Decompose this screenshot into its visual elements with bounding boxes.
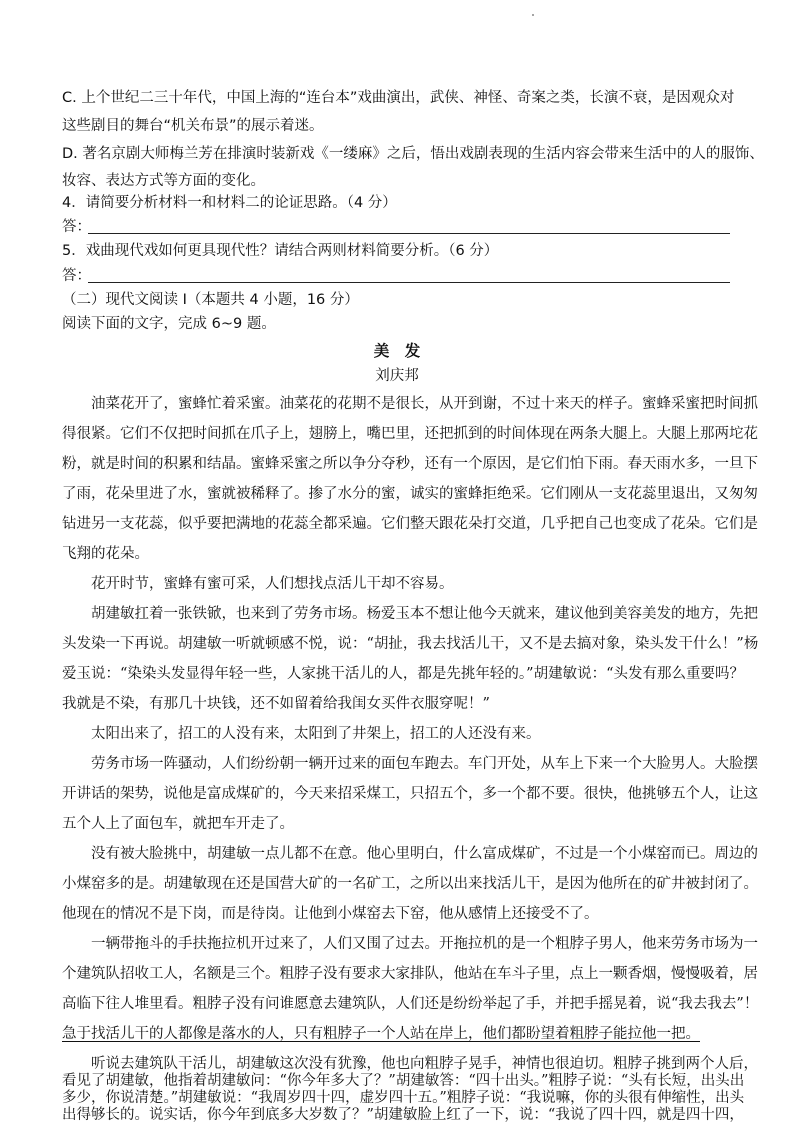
paragraph-line: 钻进另一支花蕊，似乎要把满地的花蕊全都采遍。它们整天跟花朵打交道，几乎把自己也变成了花朵。它们是 [62,516,758,532]
paragraph-line: 飞翔的花朵。 [62,546,149,562]
paragraph-line: 看见了胡建敏，他指着胡建敏问：“你今年多大了？”胡建敏答：“四十出头。”粗脖子说：“头有长短，出头出 [62,1073,745,1089]
paragraph-line: 花开时节，蜜蜂有蜜可采，人们想找点活儿干却不容易。 [62,576,454,592]
question-5: 5．戏曲现代戏如何更具现代性？请结合两则材料简要分析。（6 分） [62,243,499,259]
question-5-answer-label: 答： [62,268,91,284]
article-title: 美 发 [373,341,421,360]
page-mark [532,14,534,16]
paragraph-line: 一辆带拖斗的手扶拖拉机开过来了，人们又围了过去。开拖拉机的是一个粗脖子男人，他来劳务市场为一 [62,936,758,952]
paragraph-line: 他现在的情况不是下岗，而是待岗。让他到小煤窑去下窑，他从感情上还接受不了。 [62,906,599,922]
paragraph-line: 得很紧。它们不仅把时间抓在爪子上，翅膀上，嘴巴里，还把抓到的时间体现在两条大腿上。大腿上那两坨花 [62,426,758,442]
underlined-sentence: 急于找活儿干的人都像是落水的人，只有粗脖子一个人站在岸上，他们都盼望着粗脖子能拉他一把。 [62,1026,700,1042]
article-paragraph-3 [62,604,759,724]
paragraph-line: 我就是不染，有那几十块钱，还不如留着给我闺女买件衣服穿呢！” [62,696,490,712]
section-instruction: 阅读下面的文字，完成 6~9 题。 [62,316,276,332]
paragraph-line: 没有被大脸挑中，胡建敏一点儿都不在意。他心里明白，什么富成煤矿，不过是一个小煤窑而已。周边的 [62,846,758,862]
paragraph-line: 粉，就是时间的积累和结晶。蜜蜂采蜜之所以争分夺秒，还有一个原因，是它们怕下雨。春天雨水多，一旦下 [62,456,758,472]
paragraph-line: 开讲话的架势，说他是富成煤矿的，今天来招采煤工，只招五个，多一个都不要。很快，他挑够五个人，让这 [62,786,758,802]
option-d-line-2: 妆容、表达方式等方面的变化。 [62,173,265,189]
section-heading: （二）现代文阅读 I（本题共 4 小题，16 分） [62,292,359,308]
question-5-answer-line[interactable] [88,282,730,283]
article-author: 刘庆邦 [375,368,419,384]
paragraph-line: 个建筑队招收工人，名额是三个。粗脖子没有要求大家排队，他站在车斗子里，点上一颗香烟，慢慢吸着，居 [62,966,758,982]
article-paragraph-1 [62,394,758,574]
paragraph-line: 多少，你说清楚。”胡建敏说：“我周岁四十四，虚岁四十五。”粗脖子说：“我说嘛，你的头很有伸缩性，出头 [62,1090,745,1106]
article-paragraph-6 [62,844,758,934]
paragraph-line: 小煤窑多的是。胡建敏现在还是国营大矿的一名矿工，之所以出来找活儿干，是因为他所在的矿井被封闭了。 [62,876,758,892]
option-d-line-1: D. 著名京剧大师梅兰芳在排演时装新戏《一缕麻》之后，悟出戏剧表现的生活内容会带来生活中的人的服饰、 [62,146,764,162]
paragraph-line: 五个人上了面包车，就把车开走了。 [62,816,294,832]
article-paragraph-5 [62,754,758,844]
question-4-answer-line[interactable] [88,233,730,234]
paragraph-line: 太阳出来了，招工的人没有来，太阳到了井架上，招工的人还没有来。 [62,726,541,742]
paragraph-line: 出得够长的。说实话，你今年到底多大岁数了？”胡建敏脸上红了一下，说：“我说了四十四，就是四十四， [62,1107,744,1123]
paragraph-line: 爱玉说：“染染头发显得年轻一些，人家挑干活儿的人，都是先挑年轻的。”胡建敏说：“头发有那么重要吗？ [62,666,744,682]
paragraph-line: 劳务市场一阵骚动，人们纷纷朝一辆开过来的面包车跑去。车门开处，从车上下来一个大脸男人。大脸摆 [62,756,758,772]
article-paragraph-7 [62,934,759,1054]
option-c-line-2: 这些剧目的舞台“机关布景”的展示着迷。 [62,118,324,134]
option-c-line-1: C. 上个世纪二三十年代，中国上海的“连台本”戏曲演出，武侠、神怪、奇案之类，长演不衰，是因观众对 [62,90,735,106]
question-4: 4．请简要分析材料一和材料二的论证思路。（4 分） [62,195,397,211]
paragraph-line: 头发染一下再说。胡建敏一听就顿感不悦，说：“胡扯，我去找活儿干，又不是去搞对象，染头发干什么！”杨 [62,636,759,652]
question-4-answer-label: 答： [62,219,91,235]
article-paragraph-2 [62,574,732,604]
paragraph-line: 了雨，花朵里进了水，蜜就被稀释了。掺了水分的蜜，诚实的蜜蜂拒绝采。它们刚从一支花蕊里退出，又匆匆 [62,486,758,502]
article-paragraph-4 [62,724,732,754]
paragraph-line: 听说去建筑队干活儿，胡建敏这次没有犹豫，他也向粗脖子晃手，神情也很迫切。粗脖子挑到两个人后， [62,1056,758,1072]
paragraph-line: 胡建敏扛着一张铁锨，也来到了劳务市场。杨爱玉本不想让他今天就来，建议他到美容美发的地方，先把 [62,606,758,622]
paragraph-line: 高临下往人堆里看。粗脖子没有问谁愿意去建筑队，人们还是纷纷举起了手，并把手摇晃着，说“我去我去”！ [62,996,759,1012]
paragraph-line: 油菜花开了，蜜蜂忙着采蜜。油菜花的花期不是很长，从开到谢，不过十来天的样子。蜜蜂采蜜把时间抓 [62,396,758,412]
article-paragraph-8 [62,1054,758,1123]
